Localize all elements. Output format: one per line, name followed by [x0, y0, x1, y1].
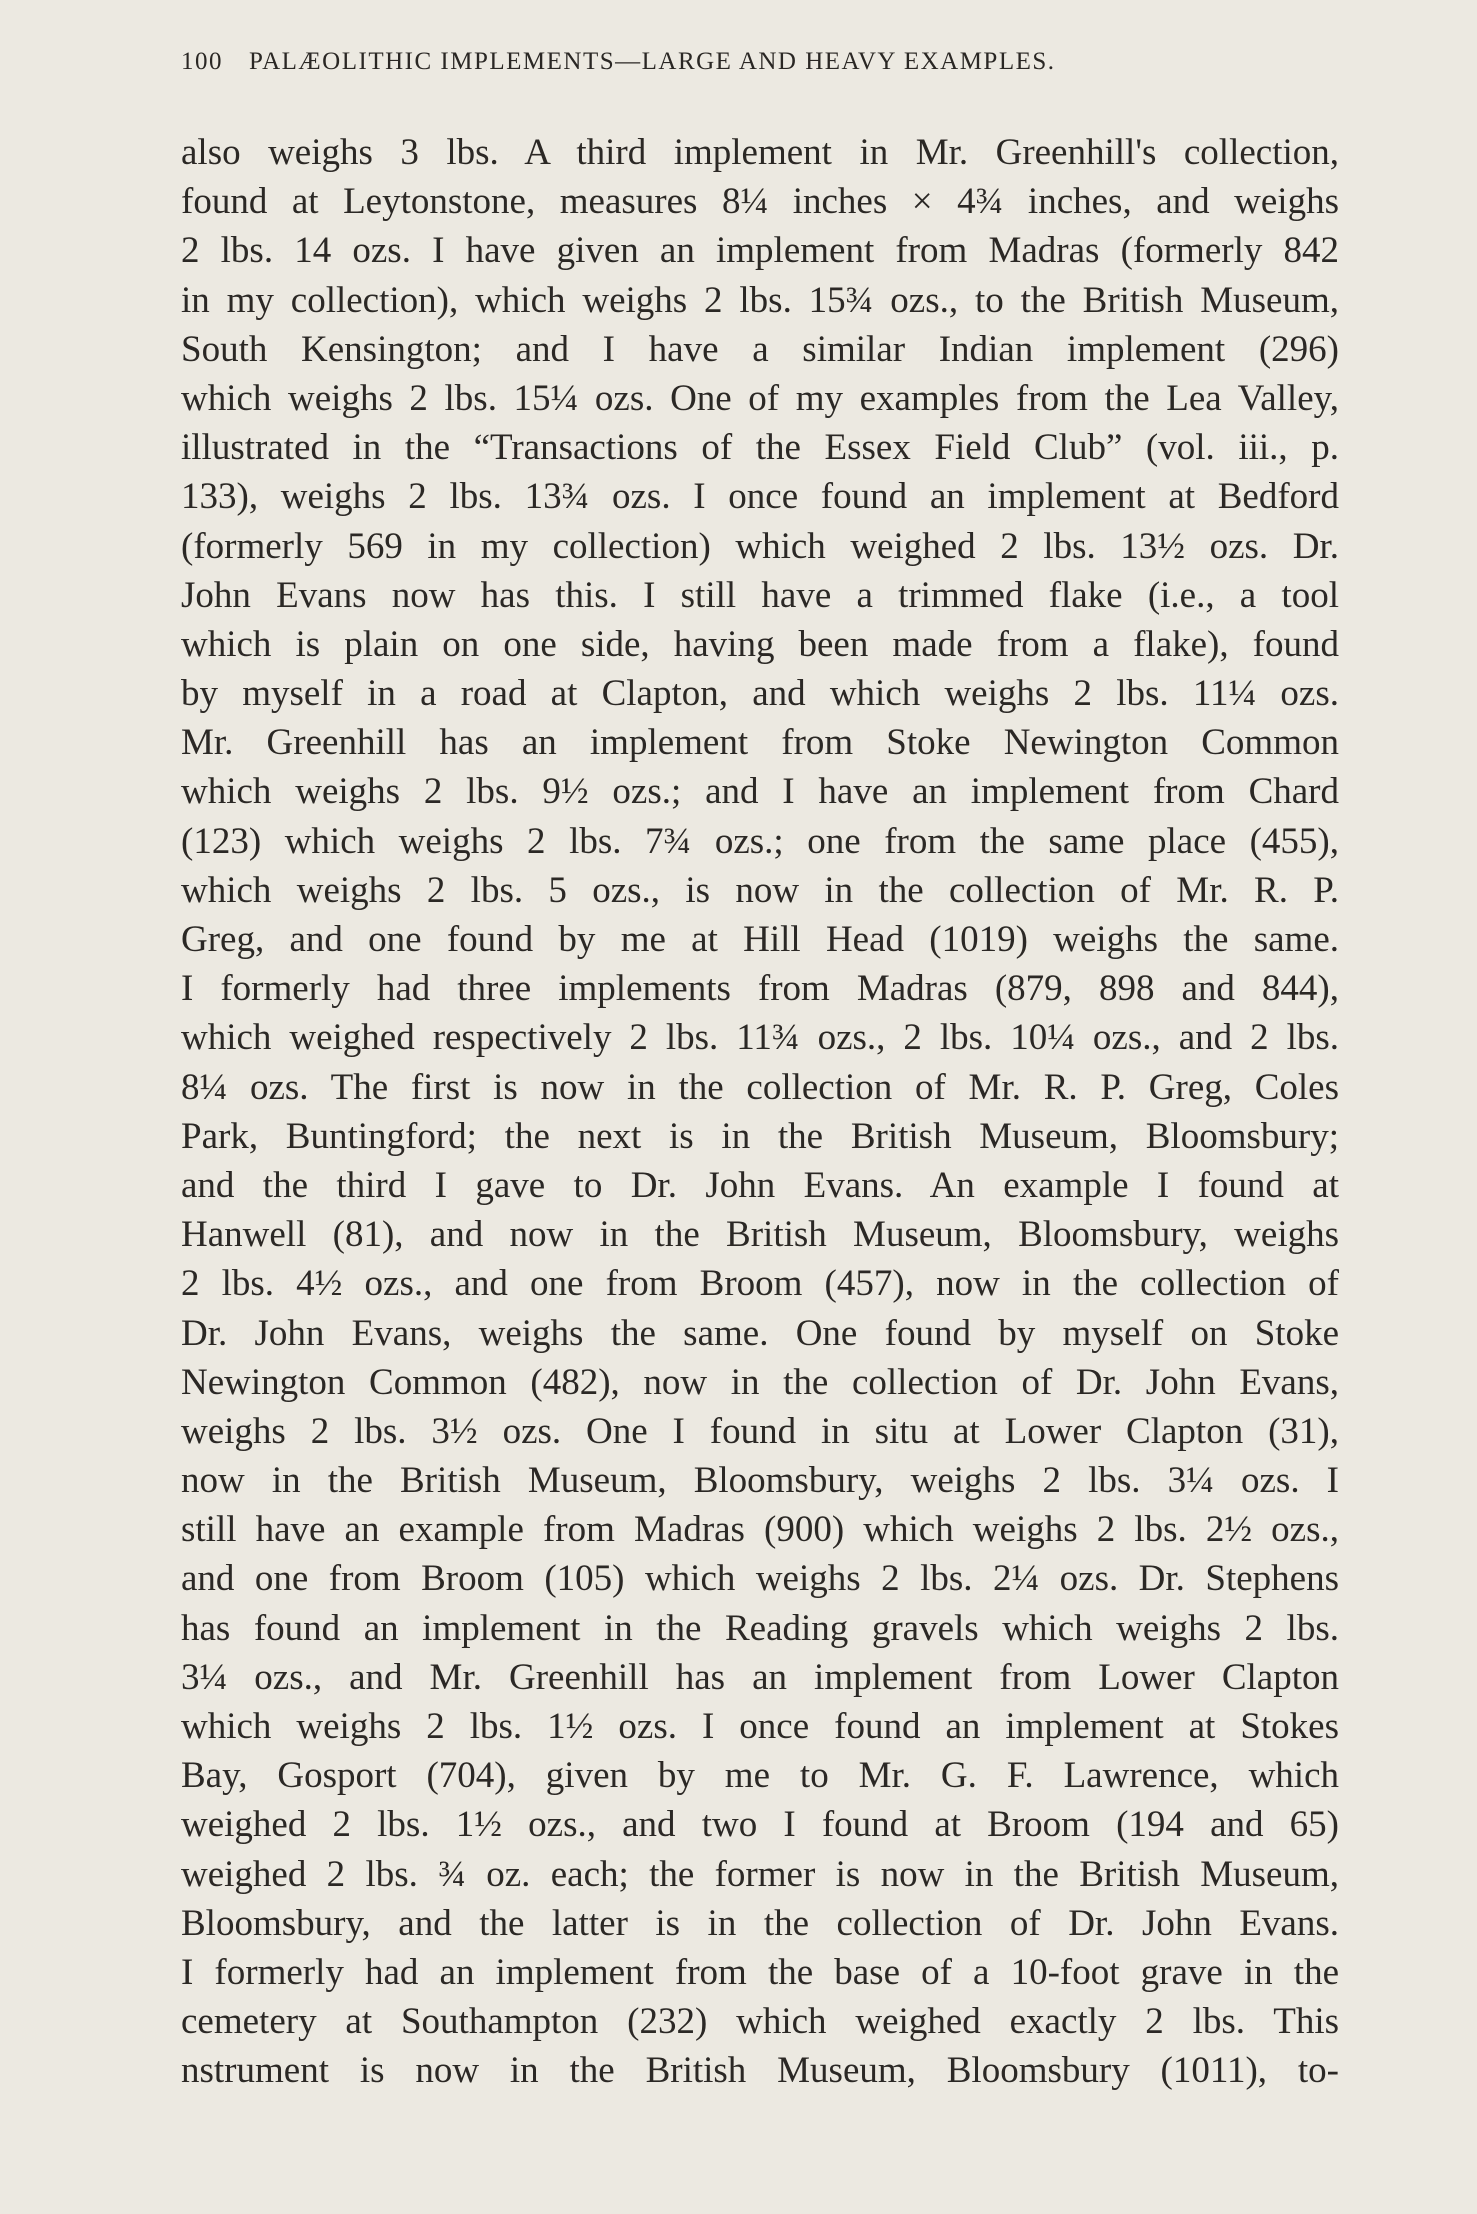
- text-line: John Evans now has this. I still have a trimmed flake (i.e., a tool: [181, 574, 1339, 616]
- text-line: found at Leytonstone, measures 8¼ inches × 4¾ inches, and weighs: [181, 181, 1339, 223]
- text-line: Newington Common (482), now in the collection of Dr. John Evans,: [181, 1361, 1339, 1403]
- page-number: 100: [181, 48, 223, 75]
- text-line: weighed 2 lbs. 1½ ozs., and two I found at Broom (194 and 65): [181, 1804, 1339, 1846]
- text-line: now in the British Museum, Bloomsbury, weighs 2 lbs. 3¼ ozs. I: [181, 1460, 1339, 1502]
- text-line: which weighs 2 lbs. 15¼ ozs. One of my examples from the Lea Valley,: [181, 377, 1339, 419]
- text-line: Bloomsbury, and the latter is in the collection of Dr. John Evans.: [181, 1902, 1339, 1944]
- text-line: 8¼ ozs. The first is now in the collection of Mr. R. P. Greg, Coles: [181, 1066, 1339, 1108]
- text-line: 2 lbs. 4½ ozs., and one from Broom (457), now in the collection of: [181, 1263, 1339, 1305]
- text-line: cemetery at Southampton (232) which weighed exactly 2 lbs. This: [181, 2001, 1339, 2043]
- text-line: Dr. John Evans, weighs the same. One found by myself on Stoke: [181, 1312, 1339, 1354]
- running-title: PALÆOLITHIC IMPLEMENTS—LARGE AND HEAVY EXAMPLES.: [249, 48, 1056, 75]
- running-header: [181, 48, 1331, 88]
- text-line: still have an example from Madras (900) which weighs 2 lbs. 2½ ozs.,: [181, 1509, 1339, 1551]
- text-line: in my collection), which weighs 2 lbs. 15¾ ozs., to the British Museum,: [181, 279, 1339, 321]
- text-line: (123) which weighs 2 lbs. 7¾ ozs.; one from the same place (455),: [181, 820, 1339, 862]
- text-line: which weighed respectively 2 lbs. 11¾ ozs., 2 lbs. 10¼ ozs., and 2 lbs.: [181, 1017, 1339, 1059]
- text-line: and the third I gave to Dr. John Evans. An example I found at: [181, 1164, 1339, 1206]
- text-line: has found an implement in the Reading gravels which weighs 2 lbs.: [181, 1607, 1339, 1649]
- text-line: I formerly had an implement from the base of a 10-foot grave in the: [181, 1951, 1339, 1993]
- text-line: also weighs 3 lbs. A third implement in Mr. Greenhill's collection,: [181, 132, 1339, 173]
- text-line: Hanwell (81), and now in the British Museum, Bloomsbury, weighs: [181, 1214, 1339, 1256]
- text-line: weighs 2 lbs. 3½ ozs. One I found in situ at Lower Clapton (31),: [181, 1410, 1339, 1452]
- text-line: (formerly 569 in my collection) which weighed 2 lbs. 13½ ozs. Dr.: [181, 525, 1339, 567]
- text-line: weighed 2 lbs. ¾ oz. each; the former is now in the British Museum,: [181, 1853, 1339, 1895]
- text-line: and one from Broom (105) which weighs 2 lbs. 2¼ ozs. Dr. Stephens: [181, 1558, 1339, 1600]
- text-line: which weighs 2 lbs. 9½ ozs.; and I have an implement from Chard: [181, 771, 1339, 813]
- body-text: [181, 128, 1339, 2096]
- text-line: 2 lbs. 14 ozs. I have given an implement from Madras (formerly 842: [181, 230, 1339, 272]
- text-line: Mr. Greenhill has an implement from Stoke Newington Common: [181, 722, 1339, 764]
- text-line: 133), weighs 2 lbs. 13¾ ozs. I once found an implement at Bedford: [181, 476, 1339, 518]
- text-line: Park, Buntingford; the next is in the British Museum, Bloomsbury;: [181, 1115, 1339, 1157]
- text-line: Bay, Gosport (704), given by me to Mr. G. F. Lawrence, which: [181, 1755, 1339, 1797]
- text-line: Greg, and one found by me at Hill Head (1019) weighs the same.: [181, 919, 1339, 960]
- text-line: by myself in a road at Clapton, and which weighs 2 lbs. 11¼ ozs.: [181, 673, 1339, 715]
- text-line: nstrument is now in the British Museum, Bloomsbury (1011), to-: [181, 2050, 1339, 2092]
- text-line: South Kensington; and I have a similar Indian implement (296): [181, 328, 1339, 370]
- text-line: which weighs 2 lbs. 1½ ozs. I once found an implement at Stokes: [181, 1706, 1339, 1747]
- text-line: I formerly had three implements from Madras (879, 898 and 844),: [181, 968, 1339, 1010]
- text-line: 3¼ ozs., and Mr. Greenhill has an implement from Lower Clapton: [181, 1656, 1339, 1698]
- text-line: which is plain on one side, having been made from a flake), found: [181, 623, 1339, 665]
- text-line: which weighs 2 lbs. 5 ozs., is now in the collection of Mr. R. P.: [181, 869, 1339, 911]
- text-line: illustrated in the “Transactions of the Essex Field Club” (vol. iii., p.: [181, 427, 1339, 469]
